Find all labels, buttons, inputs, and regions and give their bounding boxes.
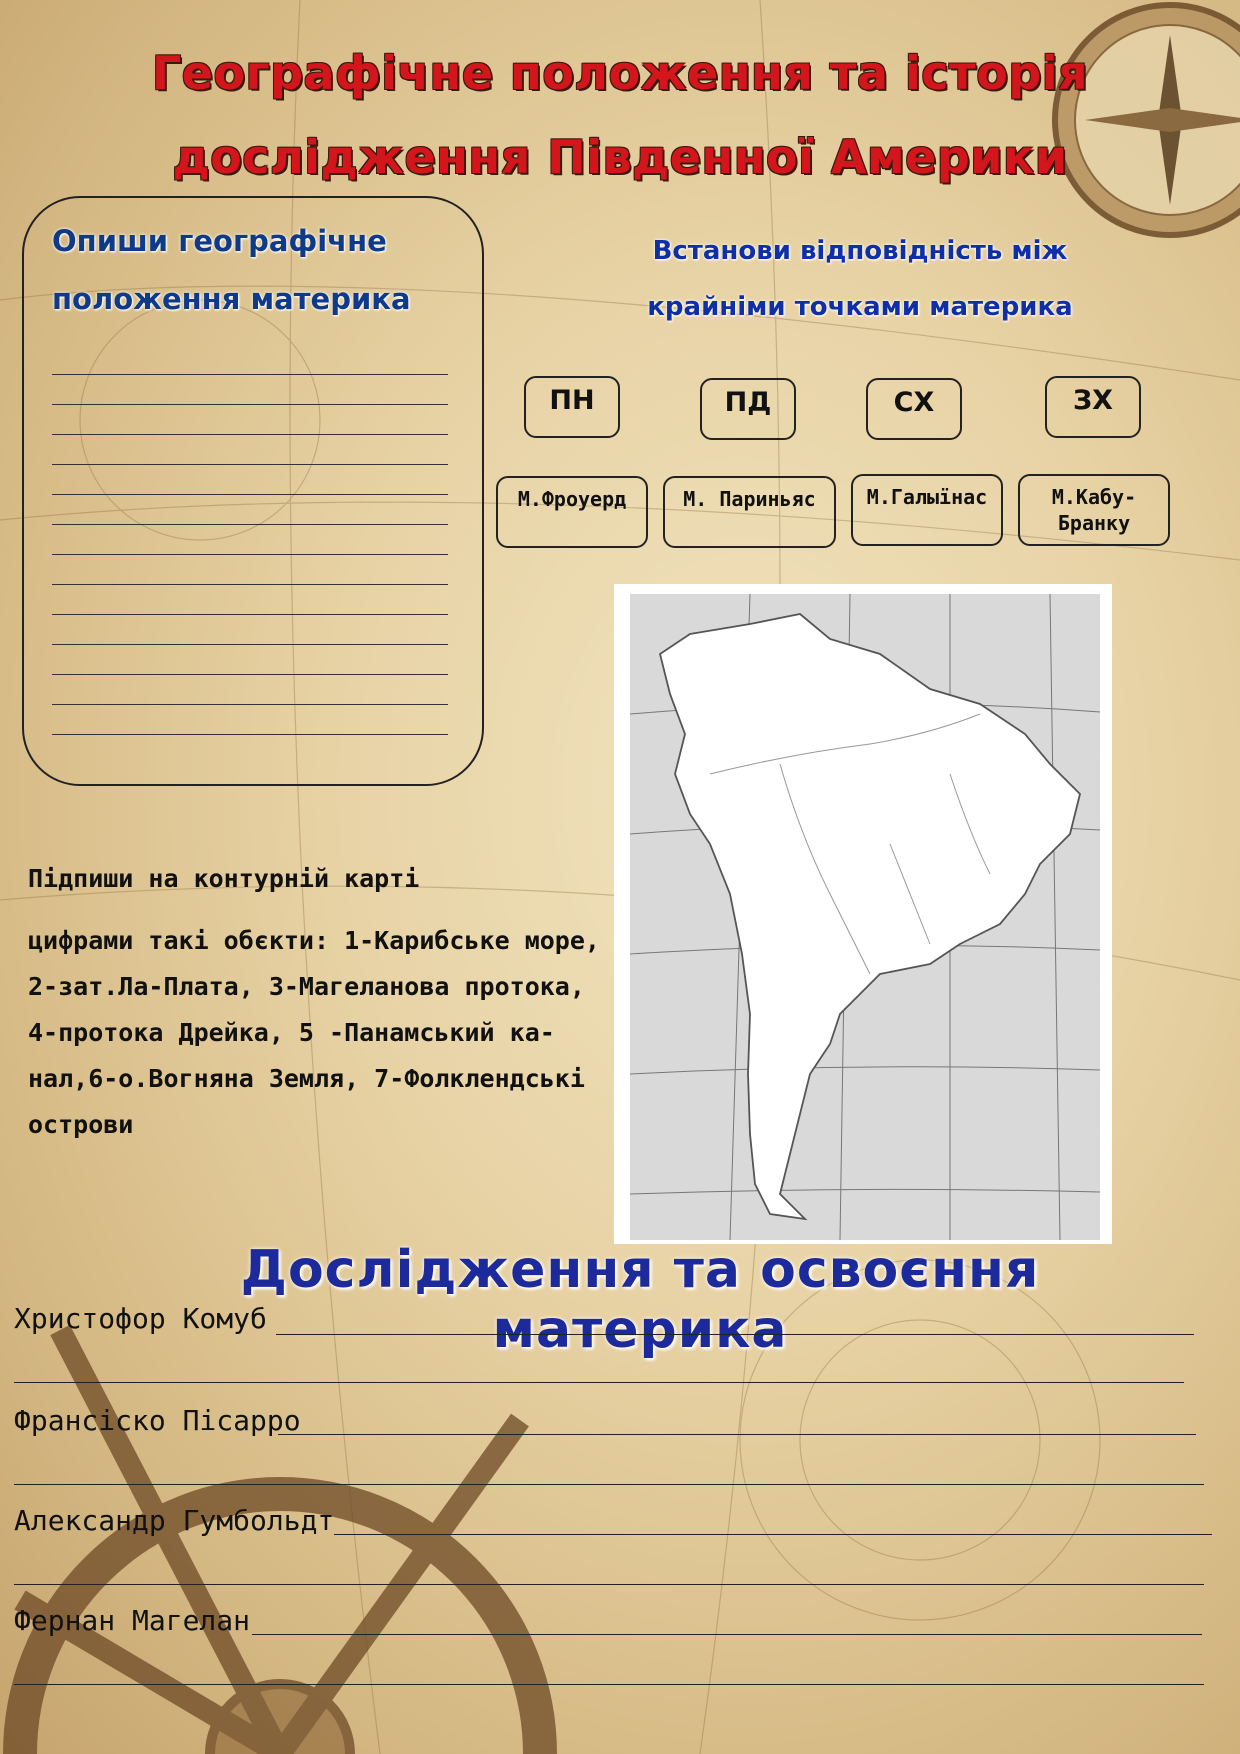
- cape-name: М. Париньяс: [683, 487, 816, 511]
- answer-line[interactable]: [14, 1684, 1204, 1685]
- exploration-heading: Дослідження та освоєння материка: [240, 1240, 1040, 1360]
- direction-box-west[interactable]: ЗХ: [1045, 376, 1141, 438]
- explorer-label-pizarro: Франсіско Пісарро: [14, 1404, 301, 1437]
- describe-answer-line[interactable]: [52, 494, 448, 495]
- direction-box-east[interactable]: СХ: [866, 378, 962, 440]
- matching-heading-line-1: Встанови відповідність між: [652, 236, 1068, 266]
- answer-line[interactable]: [252, 1634, 1202, 1635]
- describe-answer-line[interactable]: [52, 674, 448, 675]
- ship-wheel-icon: [20, 1330, 540, 1754]
- cape-name: М.Фроуерд: [517, 487, 627, 511]
- map-task-line-5: нал,6-о.Вогняна Земля, 7-Фолклендські: [28, 1064, 585, 1093]
- answer-line[interactable]: [14, 1382, 1184, 1383]
- answer-line[interactable]: [276, 1334, 1194, 1335]
- cape-box-gallinas[interactable]: [851, 474, 1003, 546]
- south-america-outline-map: [630, 594, 1100, 1240]
- compass-icon: [1055, 5, 1240, 235]
- answer-line[interactable]: [14, 1584, 1204, 1585]
- map-task-line-6: острови: [28, 1110, 134, 1139]
- describe-answer-line[interactable]: [52, 554, 448, 555]
- describe-answer-line[interactable]: [52, 374, 448, 375]
- answer-line[interactable]: [14, 1484, 1204, 1485]
- describe-answer-line[interactable]: [52, 644, 448, 645]
- describe-answer-line[interactable]: [52, 464, 448, 465]
- map-task-line-3: 2-зат.Ла-Плата, 3-Магеланова протока,: [28, 972, 585, 1001]
- matching-heading-line-2: крайніми точками материка: [647, 292, 1073, 322]
- answer-line[interactable]: [278, 1434, 1196, 1435]
- describe-answer-line[interactable]: [52, 614, 448, 615]
- direction-box-south[interactable]: ПД: [700, 378, 796, 440]
- describe-heading-line-1: Опиши географічне: [52, 224, 387, 258]
- cape-name: М.Галыїнас: [866, 485, 988, 509]
- map-task-line-4: 4-протока Дрейка, 5 -Панамський ка-: [28, 1018, 555, 1047]
- describe-answer-line[interactable]: [52, 434, 448, 435]
- direction-box-north[interactable]: ПН: [524, 376, 620, 438]
- explorer-label-columbus: Христофор Комуб: [14, 1302, 267, 1335]
- cape-box-cabo-branco[interactable]: [1018, 474, 1170, 546]
- page-title-line-1: Географічне положення та історія: [151, 46, 1089, 100]
- describe-answer-line[interactable]: [52, 704, 448, 705]
- describe-answer-line[interactable]: [52, 584, 448, 585]
- south-america-continent: [660, 614, 1080, 1219]
- cape-name-line-2: Бранку: [1057, 511, 1131, 535]
- explorer-label-humboldt: Александр Гумбольдт: [14, 1504, 335, 1537]
- contour-map: [630, 594, 1100, 1240]
- page-title-line-2: дослідження Південної Америки: [172, 130, 1068, 184]
- describe-answer-line[interactable]: [52, 524, 448, 525]
- answer-line[interactable]: [334, 1534, 1212, 1535]
- cape-box-froward[interactable]: [496, 476, 648, 548]
- describe-answer-line[interactable]: [52, 404, 448, 405]
- describe-answer-line[interactable]: [52, 734, 448, 735]
- map-task-line-2: цифрами такі обєкти: 1-Карибське море,: [28, 926, 600, 955]
- cape-name-line-1: М.Кабу-: [1051, 485, 1137, 509]
- map-task-line-1: Підпиши на контурній карті: [28, 864, 420, 893]
- cape-box-parinas[interactable]: [663, 476, 836, 548]
- explorer-label-magellan: Фернан Магелан: [14, 1604, 251, 1637]
- describe-heading-line-2: положення материка: [52, 282, 411, 316]
